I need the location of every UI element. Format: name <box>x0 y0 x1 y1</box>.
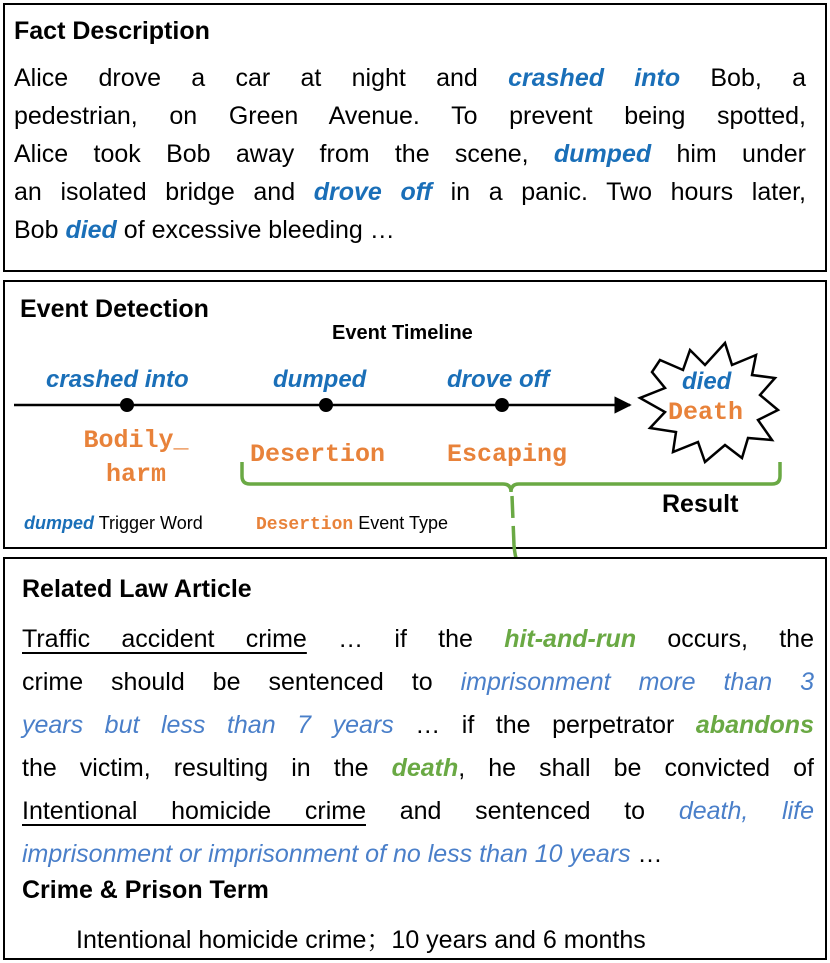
fact-line-5: Bob died of excessive bleeding … <box>14 216 395 244</box>
crime-prison-term-title: Crime & Prison Term <box>22 876 269 904</box>
legend-event-type: Desertion Event Type <box>256 513 448 535</box>
timeline-dot-1 <box>120 398 134 412</box>
timeline-trigger-crashed-into: crashed into <box>46 366 189 393</box>
event-type-escaping: Escaping <box>447 440 568 469</box>
trigger-died: died <box>65 216 117 244</box>
fact-line-1: Alice drove a car at night and crashed into Bob, a <box>14 64 806 92</box>
penalty-3-7-years-part2: years but less than 7 years <box>22 711 394 739</box>
timeline-trigger-died: died <box>682 368 732 395</box>
law-line-5: Intentional homicide crime and sentenced to death, life <box>22 797 814 825</box>
crime-traffic-accident: Traffic accident crime <box>22 625 307 653</box>
law-line-1: Traffic accident crime … if the hit-and-run occurs, the <box>22 625 814 653</box>
penalty-3-7-years-part1: imprisonment more than 3 <box>460 668 814 696</box>
event-type-death: Death <box>668 398 744 427</box>
timeline-title: Event Timeline <box>332 322 473 344</box>
keyword-death: death <box>391 754 459 782</box>
law-article-text <box>22 618 814 876</box>
keyword-abandons: abandons <box>695 711 814 739</box>
result-label: Result <box>662 490 739 518</box>
law-line-6: imprisonment or imprisonment of no less than 10 years … <box>22 840 663 868</box>
event-type-desertion: Desertion <box>250 440 386 469</box>
trigger-drove-off: drove off <box>313 178 432 206</box>
fact-description-title: Fact Description <box>14 17 210 45</box>
law-line-3: years but less than 7 years … if the perpetrator abandons <box>22 711 814 739</box>
event-type-bodily-harm: Bodily_ harm <box>83 426 189 489</box>
timeline-trigger-drove-off: drove off <box>447 366 550 393</box>
crime-prison-term-text: Intentional homicide crime；10 years and 6 months <box>76 926 646 954</box>
trigger-dumped: dumped <box>553 140 652 168</box>
legend-trigger-word: dumped Trigger Word <box>24 513 203 533</box>
crime-intentional-homicide: Intentional homicide crime <box>22 797 366 825</box>
timeline-trigger-dumped: dumped <box>273 366 367 393</box>
fact-line-4: an isolated bridge and drove off in a panic. Two hours later, <box>14 178 807 206</box>
law-line-4: the victim, resulting in the death, he shall be convicted of <box>22 754 814 782</box>
trigger-crashed-into: crashed into <box>508 64 681 92</box>
timeline-dot-2 <box>319 398 333 412</box>
law-line-2: crime should be sentenced to imprisonment more than 3 <box>22 668 814 696</box>
penalty-death-life-part2: imprisonment or imprisonment of no less than 10 years <box>22 840 631 868</box>
keyword-hit-and-run: hit-and-run <box>504 625 637 653</box>
timeline-dot-3 <box>495 398 509 412</box>
fact-line-2: pedestrian, on Green Avenue. To prevent being spotted, <box>14 102 806 130</box>
fact-line-3: Alice took Bob away from the scene, dumped him under <box>14 140 806 168</box>
event-detection-title: Event Detection <box>20 295 209 323</box>
law-article-title: Related Law Article <box>22 575 252 603</box>
penalty-death-life-part1: death, life <box>678 797 814 825</box>
